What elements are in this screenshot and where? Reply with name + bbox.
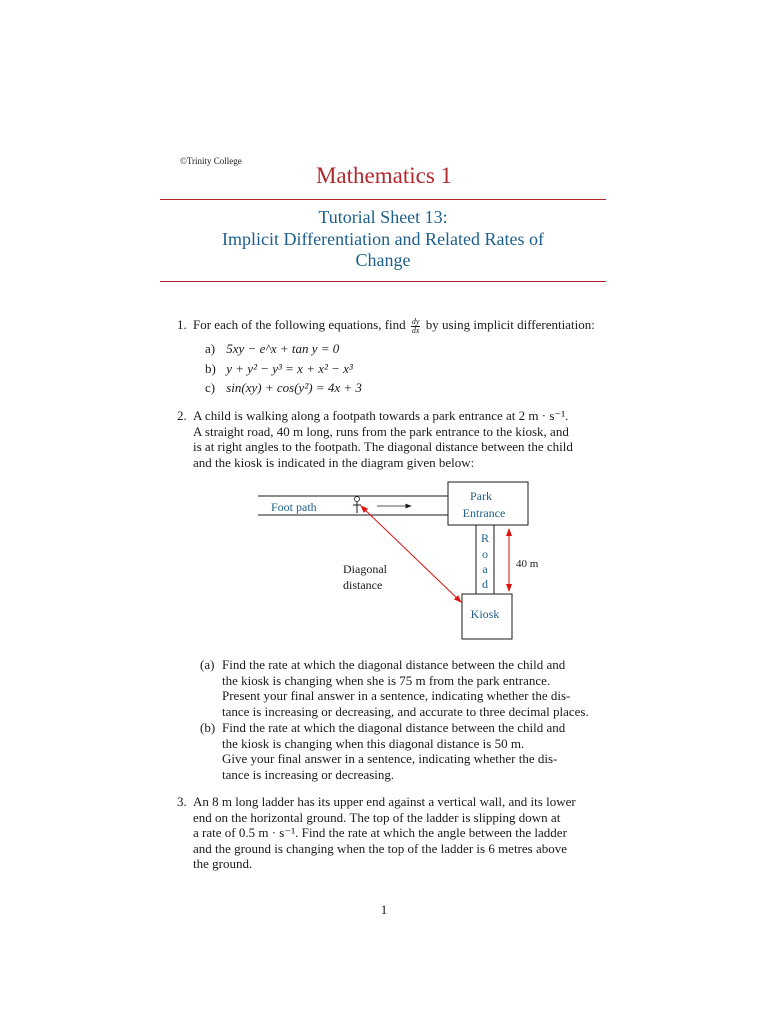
- question-1-text-before: For each of the following equations, find: [193, 317, 406, 332]
- page-number: 1: [380, 902, 388, 917]
- text-line: An 8 m long ladder has its upper end against a vertical wall, and its lower: [193, 794, 576, 809]
- title-rule-bottom: [160, 281, 606, 282]
- park-label-line-2: Entrance: [462, 506, 506, 520]
- page-title: Mathematics 1: [315, 163, 453, 188]
- part-label: a): [205, 341, 216, 356]
- question-1-part-c: [205, 380, 362, 396]
- question-1-number: 1.: [177, 317, 187, 332]
- text-line: A child is walking along a footpath towards a park entrance at 2 m · s⁻¹.: [193, 408, 569, 423]
- question-2-part-b-label: (b): [200, 720, 216, 735]
- question-2-part-a-text: [222, 657, 589, 719]
- text-line: the kiosk is changing when she is 75 m from the park entrance.: [222, 672, 551, 688]
- dy-dx-fraction: [411, 318, 421, 335]
- question-3-text: [193, 794, 576, 872]
- text-line: Present your final answer in a sentence, indicating whether the dis-: [222, 688, 571, 703]
- text-line: A straight road, 40 m long, runs from the park entrance to the kiosk, and: [193, 423, 569, 439]
- road-letter: R: [480, 531, 490, 545]
- kiosk-label: Kiosk: [470, 607, 500, 621]
- text-line: is at right angles to the footpath. The diagonal distance between the child: [193, 439, 573, 454]
- diagonal-label-line-1: Diagonal: [343, 562, 387, 576]
- title-rule-top: [160, 199, 606, 200]
- road-letter: a: [482, 562, 488, 576]
- park-label-line-1: Park: [470, 489, 492, 503]
- text-line: end on the horizontal ground. The top of the ladder is slipping down at: [193, 809, 561, 825]
- text-line: Find the rate at which the diagonal distance between the child and: [222, 657, 566, 672]
- question-1-part-b: [205, 361, 353, 377]
- footpath-label: Foot path: [271, 500, 317, 514]
- copyright-notice: ©Trinity College: [180, 156, 242, 166]
- text-line: Give your final answer in a sentence, indicating whether the dis-: [222, 751, 558, 766]
- question-2-number: 2.: [177, 408, 187, 423]
- text-line: tance is increasing or decreasing, and accurate to three decimal places.: [222, 703, 589, 719]
- question-1-text: [193, 317, 595, 335]
- text-line: tance is increasing or decreasing.: [222, 766, 395, 782]
- text-line: the ground.: [193, 856, 253, 871]
- road-length-label: 40 m: [516, 558, 539, 570]
- fraction-denominator: dx: [411, 325, 420, 335]
- part-label: b): [205, 361, 216, 376]
- road-letter: o: [482, 547, 488, 561]
- text-line: Find the rate at which the diagonal distance between the child and: [222, 720, 566, 735]
- question-2-part-a-label: (a): [200, 657, 215, 672]
- part-label: c): [205, 380, 216, 395]
- equation: sin(xy) + cos(y²) = 4x + 3: [226, 380, 362, 395]
- subtitle-line-2: Implicit Differentiation and Related Rates of: [221, 229, 545, 249]
- equation: y + y² − y³ = x + x² − x³: [226, 361, 353, 376]
- subtitle-line-1: Tutorial Sheet 13:: [318, 207, 448, 227]
- equation: 5xy − e^x + tan y = 0: [226, 341, 340, 356]
- question-1-text-after: by using implicit differentiation:: [425, 317, 595, 332]
- child-icon: [353, 497, 361, 514]
- text-line: and the kiosk is indicated in the diagram given below:: [193, 454, 475, 470]
- footpath-kiosk-diagram: [255, 478, 539, 648]
- text-line: and the ground is changing when the top of the ladder is 6 metres above: [193, 840, 568, 856]
- text-line: the kiosk is changing when this diagonal distance is 50 m.: [222, 735, 525, 751]
- text-line: a rate of 0.5 m · s⁻¹. Find the rate at which the angle between the ladder: [193, 825, 567, 840]
- question-1-part-a: [205, 341, 339, 357]
- question-3-number: 3.: [177, 794, 187, 809]
- road-letter: d: [482, 577, 488, 591]
- subtitle-line-3: Change: [355, 250, 411, 270]
- fraction-numerator: dy: [411, 316, 420, 326]
- question-2-text: [193, 408, 573, 470]
- diagonal-label-line-2: distance: [343, 578, 383, 592]
- question-2-part-b-text: [222, 720, 565, 782]
